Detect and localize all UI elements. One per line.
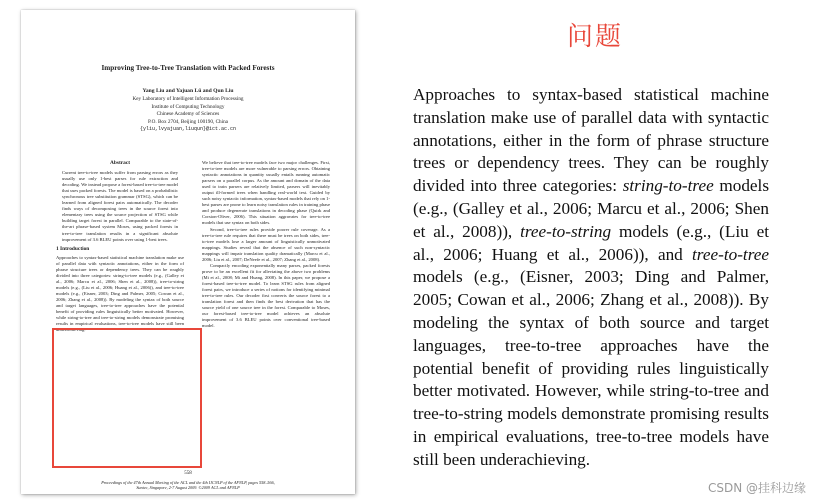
left-column: [56, 160, 184, 333]
proceedings-footer: [61, 480, 315, 491]
excerpt-text: models (e.g., (Liu et al., 2006; Huang et al., 2006)), and: [413, 221, 770, 264]
section-heading-problem: 问题: [566, 22, 623, 52]
highlight-box: [52, 328, 202, 468]
paper-authors: Yang Liu and Yajuan Lü and Qun Liu: [142, 88, 234, 94]
term-tree-to-string: tree-to-string: [520, 221, 612, 241]
paper-title: Improving Tree-to-Tree Translation with Packed Forests: [101, 64, 275, 72]
affiliation-line: Institute of Computing Technology: [151, 103, 225, 110]
paper-page-thumbnail: [21, 10, 355, 494]
paper-affiliation: [21, 96, 355, 134]
excerpt-text: models (e.g., (Eisner, 2003; Ding and Palmer, 2005; Cowan et al., 2006; Zhang et al., 2008)). By modeling the syntax of both source and target languages, tree-to-tree approaches have the potential benefit of providing rules linguistically better motivated. However, while string-to-tree and tree-to-string models demonstrate promising results in empirical evaluations, tree-to-tree models have still been underachieving.: [413, 267, 769, 469]
zoomed-excerpt: [413, 84, 769, 472]
footer-line: Proceedings of the 47th Annual Meeting of the ACL and the 4th IJCNLP of the AFNLP, pages 558–566,: [101, 480, 275, 485]
affiliation-line: Chinese Academy of Sciences: [156, 111, 220, 118]
affiliation-line: Key Laboratory of Intelligent Information Processing: [132, 96, 244, 102]
abstract-heading: Abstract: [109, 160, 131, 166]
term-tree-to-tree: tree-to-tree: [692, 244, 770, 264]
watermark: CSDN @挂科边缘: [707, 481, 806, 495]
footer-line: Suntec, Singapore, 2-7 August 2009. ©2009 ACL and AFNLP: [136, 485, 240, 491]
right-paragraph: Compactly encoding exponentially many parses, packed forests prove to be an excellent fit for alleviating the above two problems (Mi et al., 2008; Mi and Huang, 2008). In this paper, we propose a forest-based tree-to-tree model. To learn STSG rules from aligned forest pairs, we introduce a series of notions for identifying minimal tree-to-tree rules. Our decoder first converts the source forest to a translation forest and then finds the best derivation that has the source yield of one source tree in the forest. Comparable to Moses, our forest-based tree-to-tree model achieves an absolute improvement of 3.6 BLEU points over conventional tree-based model.: [202, 262, 330, 329]
term-string-to-tree: string-to-tree: [622, 176, 714, 196]
right-paragraph: We believe that tree-to-tree models face two major challenges. First, tree-to-tree models are more vulnerable to parsing errors. Obtaining syntactic annotations in quantity usually entails running automatic parsers on a parallel corpus. As the amount and domain of the data used to train parsers are relatively limited, parsers will inevitably output ill-formed trees when handling real-world text. Guided by such noisy syntactic information, syntax-based models that rely on 1-best parses are prone to learn noisy translation rules in training phase and produce degenerate translations in decoding phase (Quirk and Corston-Oliver, 2006). This situation aggravates for tree-to-tree models that use syntax on both sides.: [202, 160, 330, 226]
affiliation-line: P.O. Box 2704, Beijing 100190, China: [148, 118, 228, 125]
excerpt-paragraph: [413, 84, 769, 472]
abstract-text: Current tree-to-tree models suffer from parsing errors as they usually use only 1-best parses for rule extraction and decoding. We instead propose a forest-based tree-to-tree model that uses packed forests. The model is based on a probabilistic synchronous tree substitution grammar (STSG), which can be learned from aligned forest pairs automatically. The decoder finds ways of decomposing trees in the source forest into elementary trees using the source projection of STSG while building target forest in parallel. Comparable to the state-of-the-art phrase-based system Moses, using packed forests in tree-to-tree translation results in a significant absolute improvement of 3.6 BLEU points over using 1-best trees.: [62, 170, 178, 242]
introduction-paragraph: Approaches to syntax-based statistical machine translation make use of parallel data with syntactic annotations, either in the form of phrase structure trees or dependency trees. They can be roughly divided into three categories: string-to-tree models (e.g., (Galley et al., 2006; Marcu et al., 2006; Shen et al., 2008)), tree-to-string models (e.g., (Liu et al., 2006; Huang et al., 2006)), and tree-to-tree models (e.g., (Eisner, 2003; Ding and Palmer, 2005; Cowan et al., 2006; Zhang et al., 2008)). By modeling the syntax of both source and target languages, tree-to-tree approaches have the potential benefit of providing rules linguistically better motivated. However, while string-to-tree and tree-to-string models demonstrate promising results in empirical evaluations, tree-to-tree models have still been underachieving.: [56, 254, 184, 333]
right-paragraph: Second, tree-to-tree rules provide poorer rule coverage. As a tree-to-tree rule requires that there must be trees on both sides, tree-to-tree models lose a larger amount of linguistically unmotivated mappings. Studies reveal that the absence of such non-syntactic mappings will impair translation quality dramatically (Marcu et al., 2006; Liu et al., 2007; DeNeefe et al., 2007; Zhang et al., 2008).: [202, 226, 330, 262]
right-column: [202, 160, 330, 329]
page-number: 558: [184, 471, 192, 476]
section-heading-introduction: 1 Introduction: [56, 245, 90, 252]
author-emails: {yliu,lvyajuan,liuqun}@ict.ac.cn: [139, 126, 236, 133]
excerpt-text: Approaches to syntax-based statistical machine translation make use of parallel data with syntactic annotations, either in the form of phrase structure trees or dependency trees. They can be roughly divided into three categories:: [413, 85, 769, 196]
excerpt-text: models (e.g., (Galley et al., 2006; Marcu et al., 2006; Shen et al., 2008)),: [413, 176, 770, 241]
